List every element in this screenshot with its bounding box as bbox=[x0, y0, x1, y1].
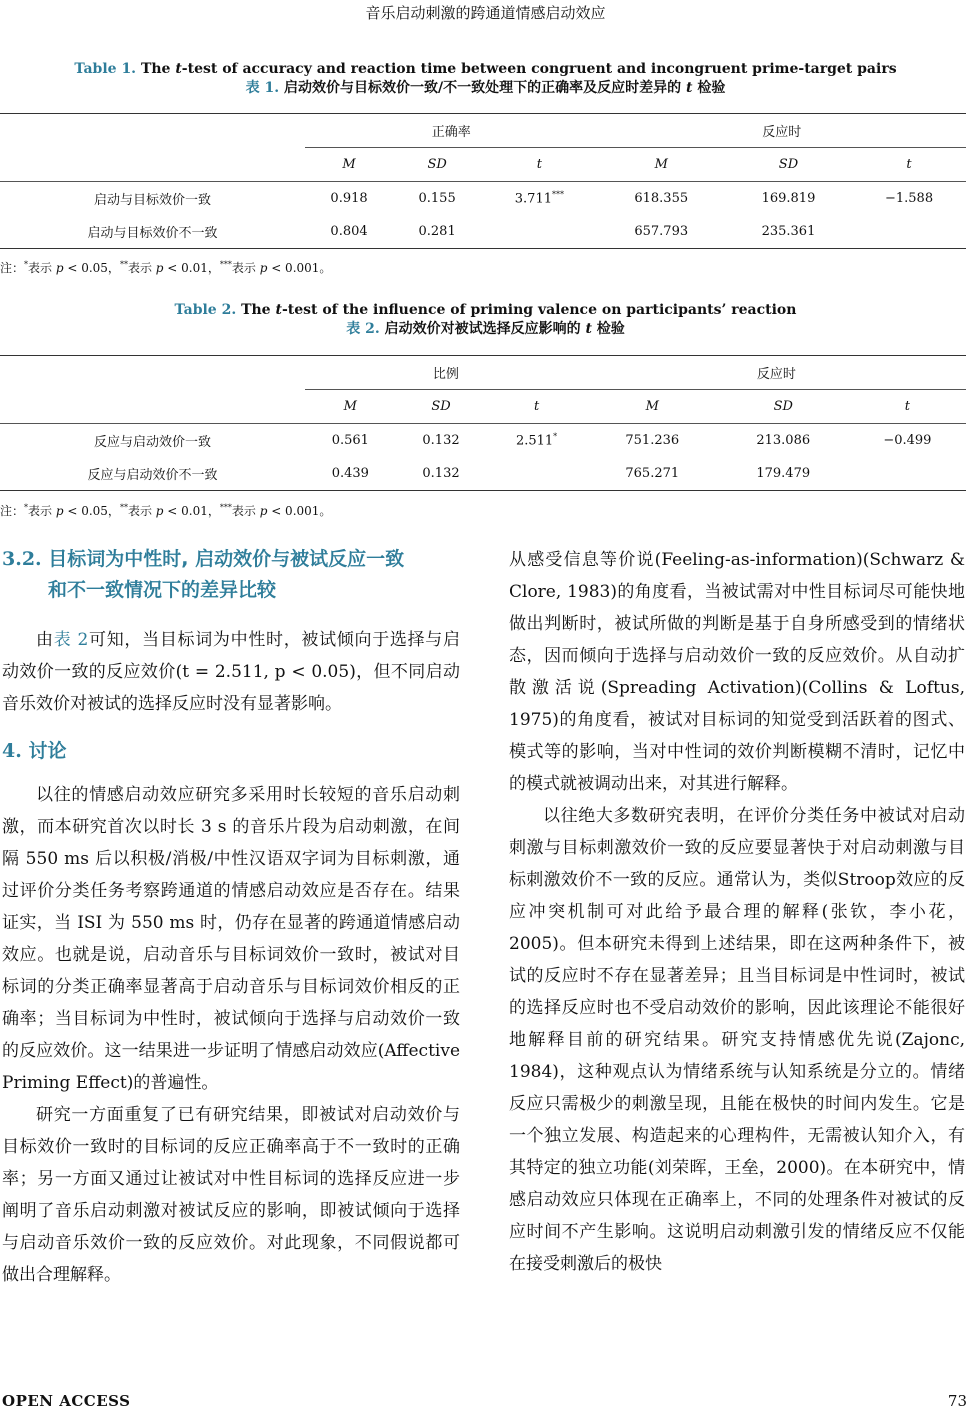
table2-empty-cell bbox=[0, 390, 305, 424]
table-row bbox=[0, 457, 966, 491]
note-prefix: 注： bbox=[0, 261, 25, 275]
table2-sub-sd: SD bbox=[396, 390, 487, 424]
cell: 179.479 bbox=[718, 457, 849, 491]
section-title-cont: 和不一致情况下的差异比较 bbox=[48, 579, 277, 601]
page-number: 73 bbox=[947, 1392, 967, 1410]
cell-t bbox=[486, 424, 586, 458]
note-text: < 0.01， bbox=[163, 261, 220, 275]
table1-sub-t: t bbox=[852, 148, 966, 182]
table2-label-zh: 表 2. bbox=[346, 321, 380, 337]
table2-sub-m: M bbox=[305, 390, 396, 424]
table1-group-header bbox=[0, 114, 966, 148]
cell bbox=[849, 457, 966, 491]
table2-title-en-t: t bbox=[275, 302, 282, 318]
text: 由 bbox=[36, 630, 54, 650]
table2-sub-t: t bbox=[486, 390, 586, 424]
note-text: 表示 bbox=[127, 261, 156, 275]
table1-title-en-t: t bbox=[175, 61, 182, 77]
cell bbox=[481, 215, 597, 249]
table1-sub-sd: SD bbox=[393, 148, 481, 182]
table-row bbox=[0, 215, 966, 249]
note-star: ** bbox=[119, 503, 128, 512]
table2-link[interactable]: 表 2 bbox=[53, 630, 89, 650]
table2-title-en-post: -test of the influence of priming valence on participants’ reaction bbox=[281, 302, 797, 318]
table1-caption-en bbox=[0, 60, 971, 79]
table1-title-en-pre: The bbox=[140, 61, 176, 77]
section-title: 讨论 bbox=[28, 740, 67, 762]
table2-sub-sd: SD bbox=[718, 390, 849, 424]
note-star: ** bbox=[119, 260, 128, 269]
cell-t-value: 3.711 bbox=[514, 191, 552, 207]
cell-t-value: 2.511 bbox=[515, 433, 554, 449]
table2-title-zh-post: 检验 bbox=[591, 321, 625, 337]
cell bbox=[852, 215, 966, 249]
table1-sub-m: M bbox=[305, 148, 393, 182]
cell: 0.561 bbox=[331, 433, 369, 448]
paragraph: 以往绝大多数研究表明，在评价分类任务中被试对启动刺激与目标刺激效价一致的反应要显著快于对启动刺激与目标刺激效价不一致的反应。通常认为，类似Stroop效应的反应冲突机制可对此给予最合理的解释(张钦，李小花，2005)。但本研究未得到上述结果，即在这两种条件下，被试的反应时不存在显著差异；且当目标词是中性词时，被试的选择反应时也不受启动效价的影响，因此该理论不能很好地解释目前的研究结果。研究支持情感优先说(Zajonc, 1984)，这种观点认为情绪系统与认知系统是分立的。情绪反应只需极少的刺激呈现，且能在极快的时间内发生。它是一个独立发展、构造起来的心理构件，无需被认知介入，有其特定的独立功能(刘荣晖，王垒，2000)。在本研究中，情感启动效应只体现在正确率上，不同的处理条件对被试的反应时间不产生影响。这说明启动刺激引发的情绪反应不仅能在接受刺激后的极快 bbox=[509, 806, 965, 1274]
cell: −0.499 bbox=[883, 433, 932, 448]
cell: 0.132 bbox=[396, 457, 487, 491]
table1-caption-zh bbox=[0, 79, 971, 98]
cell: 0.918 bbox=[330, 191, 368, 206]
cell: 0.155 bbox=[418, 191, 456, 206]
table2-sub-header bbox=[0, 390, 966, 424]
table1-title-zh-t: t bbox=[686, 80, 693, 96]
table2-note bbox=[0, 502, 331, 519]
section-title: 目标词为中性时, 启动效价与被试反应一致 bbox=[48, 548, 405, 570]
note-text: < 0.001。 bbox=[267, 261, 332, 275]
note-p: p bbox=[155, 504, 164, 518]
table1-sub-m: M bbox=[598, 148, 725, 182]
note-text: < 0.001。 bbox=[267, 504, 332, 518]
row-label: 反应与启动效价一致 bbox=[93, 435, 211, 450]
note-text: 表示 bbox=[231, 261, 260, 275]
cell: 657.793 bbox=[598, 215, 725, 249]
note-star: * bbox=[24, 503, 29, 512]
table1-title-en-post: -test of accuracy and reaction time between congruent and incongruent prime-target pairs bbox=[181, 61, 897, 77]
running-head: 音乐启动刺激的跨通道情感启动效应 bbox=[365, 4, 606, 22]
paragraph: 从感受信息等价说(Feeling-as-information)(Schwarz & Clore, 1983)的角度看，当被试需对中性目标词尽可能快地做出判断时，被试所做的判断是基于自身所感受到的情绪状态，因而倾向于选择与启动效价一致的反应效价。从自动扩散激活说(Spreading Activation)(Collins & Loftus, 1975)的角度看，被试对目标词的知觉受到活跃着的图式、模式等的影响，当对中性词的效价判断模糊不清时，记忆中的模式就被调动出来，对其进行解释。 bbox=[509, 550, 965, 794]
note-p: p bbox=[55, 504, 64, 518]
table1-note bbox=[0, 259, 331, 276]
cell: 169.819 bbox=[761, 191, 816, 206]
left-column bbox=[2, 544, 460, 1291]
table-row bbox=[0, 424, 966, 458]
table2-group-rt: 反应时 bbox=[587, 356, 966, 390]
table2-sub-m: M bbox=[587, 390, 718, 424]
table1-sub-header bbox=[0, 148, 966, 182]
section-4-heading bbox=[2, 736, 460, 767]
note-star: *** bbox=[219, 503, 232, 512]
significance-mark: * bbox=[553, 432, 558, 442]
note-text: < 0.05， bbox=[63, 504, 120, 518]
table1-sub-t: t bbox=[481, 148, 597, 182]
footer-open-access: OPEN ACCESS bbox=[2, 1392, 131, 1410]
significance-mark: *** bbox=[552, 190, 564, 200]
note-p: p bbox=[155, 261, 164, 275]
table2-title-zh-t: t bbox=[585, 321, 592, 337]
cell-t bbox=[481, 182, 597, 216]
text: 可知，当目标词为中性时，被试倾向于选择与启动效价一致的反应效价(t = 2.511, p < 0.05)，但不同启动音乐效价对被试的选择反应时没有显著影响。 bbox=[2, 630, 460, 714]
table2-empty-cell bbox=[0, 356, 305, 390]
cell: 0.439 bbox=[305, 457, 396, 491]
note-p: p bbox=[259, 261, 268, 275]
row-label: 启动与目标效价一致 bbox=[93, 193, 211, 208]
cell: 0.804 bbox=[305, 215, 393, 249]
table1-title-zh-post: 检验 bbox=[692, 80, 726, 96]
cell: 0.132 bbox=[422, 433, 460, 448]
table1-sub-sd: SD bbox=[725, 148, 852, 182]
section-number: 3.2. bbox=[2, 548, 42, 570]
note-text: 表示 bbox=[127, 504, 156, 518]
note-star: * bbox=[24, 260, 29, 269]
table2 bbox=[0, 355, 966, 491]
table1-empty-cell bbox=[0, 114, 305, 148]
table1-label-en: Table 1. bbox=[74, 61, 137, 77]
right-column bbox=[509, 544, 965, 1280]
note-p: p bbox=[259, 504, 268, 518]
section-number: 4. bbox=[2, 740, 22, 762]
table1-empty-cell bbox=[0, 148, 305, 182]
note-p: p bbox=[55, 261, 64, 275]
cell bbox=[486, 457, 586, 491]
cell: 0.281 bbox=[393, 215, 481, 249]
table2-title-en-pre: The bbox=[241, 302, 276, 318]
note-star: *** bbox=[219, 260, 232, 269]
table2-caption-en bbox=[0, 301, 971, 320]
note-text: < 0.05， bbox=[63, 261, 120, 275]
table2-caption-zh bbox=[0, 320, 971, 339]
table2-group-header bbox=[0, 356, 966, 390]
note-text: < 0.01， bbox=[163, 504, 220, 518]
table-row bbox=[0, 182, 966, 216]
table1-group-accuracy: 正确率 bbox=[305, 114, 598, 148]
paragraph: 以往的情感启动效应研究多采用时长较短的音乐启动刺激，而本研究首次以时长 3 s 的音乐片段为启动刺激，在间隔 550 ms 后以积极/消极/中性汉语双字词为目标刺激，通过评价分类任务考察跨通道的情感启动效应是否存在。结果证实，当 ISI 为 550 ms 时，仍存在显著的跨通道情感启动效应。也就是说，启动音乐与目标词效价一致时，被试对目标词的分类正确率显著高于启动音乐与目标词效价相反的正确率；当目标词为中性时，被试倾向于选择与启动效价一致的反应效价。这一结果进一步证明了情感启动效应(Affective Priming Effect)的普遍性。 bbox=[2, 785, 460, 1093]
cell: 235.361 bbox=[725, 215, 852, 249]
note-text: 表示 bbox=[231, 504, 260, 518]
table1-title-zh-pre: 启动效价与目标效价一致/不一致处理下的正确率及反应时差异的 bbox=[284, 80, 687, 96]
table2-group-proportion: 比例 bbox=[305, 356, 587, 390]
paragraph: 研究一方面重复了已有研究结果，即被试对启动效价与目标效价一致时的目标词的反应正确率高于不一致时的正确率；另一方面又通过让被试对中性目标词的选择反应进一步阐明了音乐启动刺激对被试反应的影响，即被试倾向于选择与启动音乐效价一致的反应效价。对此现象，不同假说都可做出合理解释。 bbox=[2, 1105, 460, 1285]
cell: 618.355 bbox=[634, 191, 689, 206]
cell: 213.086 bbox=[756, 433, 811, 448]
cell: 765.271 bbox=[587, 457, 718, 491]
paragraph bbox=[2, 624, 460, 720]
table1 bbox=[0, 113, 966, 249]
row-label: 反应与启动效价不一致 bbox=[0, 457, 305, 491]
table1-group-rt: 反应时 bbox=[598, 114, 966, 148]
note-text: 表示 bbox=[28, 504, 56, 518]
table2-sub-t: t bbox=[849, 390, 966, 424]
table2-title-zh-pre: 启动效价对被试选择反应影响的 bbox=[384, 321, 586, 337]
cell: −1.588 bbox=[884, 191, 934, 206]
note-text: 表示 bbox=[28, 261, 56, 275]
cell: 751.236 bbox=[625, 433, 680, 448]
note-prefix: 注： bbox=[0, 504, 25, 518]
section-3-2-heading bbox=[2, 544, 460, 606]
table1-label-zh: 表 1. bbox=[245, 80, 280, 96]
row-label: 启动与目标效价不一致 bbox=[0, 215, 305, 249]
table2-label-en: Table 2. bbox=[174, 302, 237, 318]
